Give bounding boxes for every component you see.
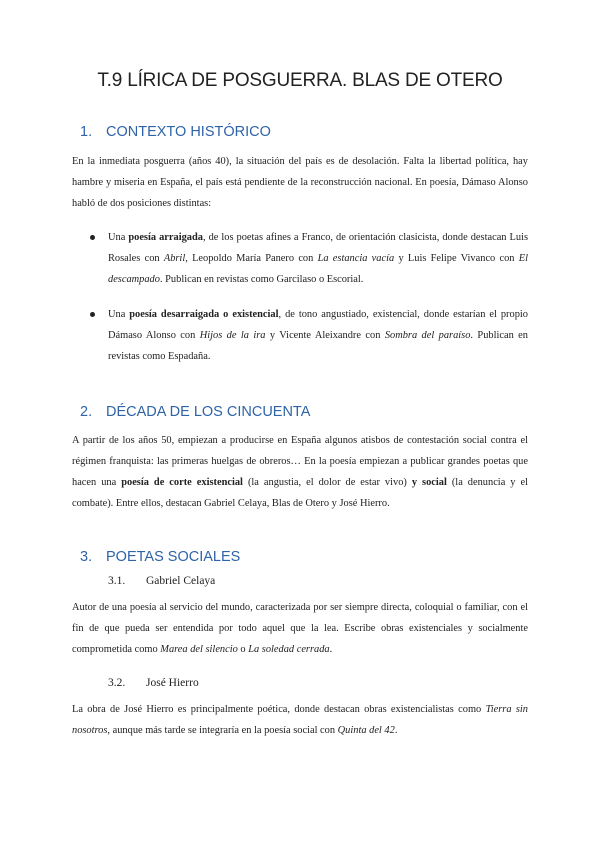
section-title: POETAS SOCIALES bbox=[106, 549, 241, 565]
list-item-arraigada bbox=[90, 227, 528, 290]
subsection-number: 3.1. bbox=[108, 575, 126, 587]
page-title: T.9 LÍRICA DE POSGUERRA. BLAS DE OTERO bbox=[97, 70, 503, 91]
paragraph-cincuenta: A partir de los años 50, empiezan a producirse en España algunos atisbos de contestación social contra el régimen franquista: las primeras huelgas de obreros… En la poesía empiezan a publicar grandes poetas que hacen una poesía de corte existencial (la angustia, el dolor de estar vivo) y social (la denuncia y el combate). Entre ellos, destacan Gabriel Celaya, Blas de Otero y José Hierro. bbox=[72, 435, 528, 509]
section-heading-2 bbox=[80, 404, 310, 420]
bullet-icon bbox=[90, 312, 95, 317]
subsection-number: 3.2. bbox=[108, 677, 126, 689]
bullet-icon bbox=[90, 235, 95, 240]
section-heading-1 bbox=[80, 124, 271, 140]
subsection-heading-3-1 bbox=[108, 575, 215, 587]
list-item-text: Una poesía desarraigada o existencial, de tono angustiado, existencial, donde estarían el propio Dámaso Alonso con Hijos de la ira y Vicente Aleixandre con Sombra del paraíso. Publican en revistas como Espadaña. bbox=[108, 309, 528, 362]
list-item-text: Una poesía arraigada, de los poetas afines a Franco, de orientación clasicista, donde destacan Luis Rosales con Abril, Leopoldo María Panero con La estancia vacía y Luis Felipe Vivanco con El descampado. Publican en revistas como Garcilaso o Escorial. bbox=[108, 232, 528, 285]
subsection-heading-3-2 bbox=[108, 677, 199, 689]
section-title: DÉCADA DE LOS CINCUENTA bbox=[106, 404, 311, 420]
section-number: 3. bbox=[80, 549, 93, 565]
paragraph-context-intro: En la inmediata posguerra (años 40), la situación del país es de desolación. Falta la libertad política, hay hambre y miseria en España, el país está pendiente de la reconstrucción nacional. En poesía, Dámaso Alonso habló de dos posiciones distintas: bbox=[72, 156, 528, 209]
subsection-title: José Hierro bbox=[146, 677, 199, 689]
section-title: CONTEXTO HISTÓRICO bbox=[106, 124, 271, 140]
subsection-title: Gabriel Celaya bbox=[146, 575, 216, 587]
paragraph-hierro: La obra de José Hierro es principalmente poética, donde destacan obras existencialistas como Tierra sin nosotros, aunque más tarde se integraría en la poesía social con Quinta del 42. bbox=[72, 704, 528, 736]
list-item-desarraigada bbox=[90, 304, 528, 367]
section-number: 2. bbox=[80, 404, 93, 420]
section-number: 1. bbox=[80, 124, 93, 140]
section-heading-3 bbox=[80, 549, 240, 565]
paragraph-celaya: Autor de una poesía al servicio del mundo, caracterizada por ser siempre directa, coloquial o familiar, con el fin de que pueda ser entendida por todo aquel que la lea. Escribe obras existenciales y socialmente comprometida como Marea del silencio o La soledad cerrada. bbox=[72, 602, 528, 655]
